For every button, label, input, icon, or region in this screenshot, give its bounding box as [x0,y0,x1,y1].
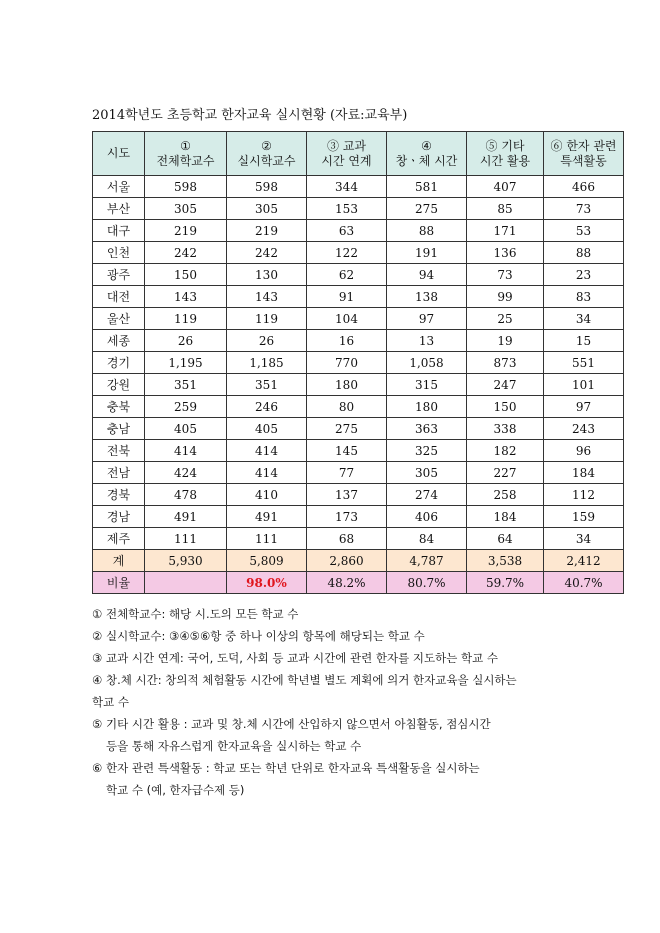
value-cell: 1,185 [227,352,307,374]
footnote-line: ② 실시학교수: ③④⑤⑥항 중 하나 이상의 항목에 해당되는 학교 수 [92,629,425,643]
value-cell: 59.7% [467,572,544,594]
value-cell: 315 [387,374,467,396]
value-cell: 138 [387,286,467,308]
table-row [93,242,624,264]
value-cell: 26 [227,330,307,352]
value-cell: 2,860 [307,550,387,572]
value-cell: 305 [145,198,227,220]
value-cell: 104 [307,308,387,330]
value-cell: 137 [307,484,387,506]
region-cell: 서울 [93,176,145,198]
value-cell: 182 [467,440,544,462]
footnote-line: ⑤ 기타 시간 활용 : 교과 및 창.체 시간에 산입하지 않으면서 아침활동, 점심시간 [92,717,491,731]
value-cell: 191 [387,242,467,264]
table-row [93,220,624,242]
value-cell: 338 [467,418,544,440]
value-cell: 68 [307,528,387,550]
value-cell: 478 [145,484,227,506]
value-cell: 2,412 [544,550,624,572]
value-cell: 64 [467,528,544,550]
value-cell: 242 [227,242,307,264]
value-cell: 15 [544,330,624,352]
footnote-line: 학교 수 (예, 한자급수제 등) [106,783,245,797]
table-row [93,176,624,198]
footnote-line: ③ 교과 시간 연계: 국어, 도덕, 사회 등 교과 시간에 관련 한자를 지도하는 학교 수 [92,651,498,665]
value-cell: 242 [145,242,227,264]
region-cell: 대구 [93,220,145,242]
header-row [93,132,624,176]
value-cell: 77 [307,462,387,484]
value-cell: 25 [467,308,544,330]
value-cell: 101 [544,374,624,396]
value-cell: 275 [387,198,467,220]
value-cell: 130 [227,264,307,286]
value-cell: 246 [227,396,307,418]
region-cell: 인천 [93,242,145,264]
footnote-line: ⑥ 한자 관련 특색활동 : 학교 또는 학년 단위로 한자교육 특색활동을 실시하는 [92,761,480,775]
value-cell: 136 [467,242,544,264]
header-subject-link: ③ 교과 시간 연계 [307,132,387,176]
value-cell: 48.2% [307,572,387,594]
value-cell: 153 [307,198,387,220]
table-row [93,484,624,506]
value-cell: 3,538 [467,550,544,572]
value-cell: 40.7% [544,572,624,594]
value-cell: 405 [145,418,227,440]
footnote-line: 학교 수 [92,695,129,709]
row-label-cell: 비율 [93,572,145,594]
region-cell: 제주 [93,528,145,550]
value-cell: 5,809 [227,550,307,572]
value-cell: 410 [227,484,307,506]
value-cell [145,572,227,594]
header-special-activity: ⑥ 한자 관련 특색활동 [544,132,624,176]
value-cell: 414 [227,462,307,484]
header-other-time: ⑤ 기타 시간 활용 [467,132,544,176]
value-cell: 227 [467,462,544,484]
value-cell: 171 [467,220,544,242]
value-cell: 88 [544,242,624,264]
value-cell: 88 [387,220,467,242]
value-cell: 424 [145,462,227,484]
value-cell: 111 [145,528,227,550]
value-cell: 143 [227,286,307,308]
value-cell: 119 [227,308,307,330]
table-row [93,418,624,440]
value-cell: 91 [307,286,387,308]
value-cell: 219 [227,220,307,242]
footnote [92,625,632,647]
table-row [93,352,624,374]
value-cell: 122 [307,242,387,264]
value-cell: 180 [307,374,387,396]
table-title: 2014학년도 초등학교 한자교육 실시현황 (자료:교육부) [92,108,408,123]
region-cell: 강원 [93,374,145,396]
footnote [92,603,632,625]
region-cell: 경남 [93,506,145,528]
footnote [92,647,632,669]
value-cell: 143 [145,286,227,308]
value-cell: 96 [544,440,624,462]
value-cell: 351 [227,374,307,396]
value-cell: 598 [227,176,307,198]
value-cell: 414 [227,440,307,462]
value-cell: 97 [387,308,467,330]
value-cell: 258 [467,484,544,506]
table-row [93,528,624,550]
footnote-line: ④ 창.체 시간: 창의적 체험활동 시간에 학년별 별도 계획에 의거 한자교육을 실시하는 [92,673,517,687]
footnote [92,757,632,801]
value-cell: 274 [387,484,467,506]
region-cell: 전남 [93,462,145,484]
value-cell: 173 [307,506,387,528]
value-cell: 180 [387,396,467,418]
value-cell: 344 [307,176,387,198]
value-cell: 34 [544,528,624,550]
header-region: 시도 [93,132,145,176]
table-row [93,308,624,330]
value-cell: 243 [544,418,624,440]
value-cell: 62 [307,264,387,286]
value-cell: 551 [544,352,624,374]
value-cell: 325 [387,440,467,462]
table-row [93,264,624,286]
value-cell: 305 [387,462,467,484]
ratio-row [93,572,624,594]
region-cell: 광주 [93,264,145,286]
footnote-line: ① 전체학교수: 해당 시.도의 모든 학교 수 [92,607,299,621]
value-cell: 598 [145,176,227,198]
value-cell: 414 [145,440,227,462]
region-cell: 울산 [93,308,145,330]
value-cell: 85 [467,198,544,220]
value-cell: 491 [227,506,307,528]
value-cell: 275 [307,418,387,440]
value-cell: 150 [145,264,227,286]
value-cell: 97 [544,396,624,418]
value-cell: 1,195 [145,352,227,374]
value-cell: 99 [467,286,544,308]
table-row [93,462,624,484]
value-cell: 405 [227,418,307,440]
school-stats-table [92,131,624,594]
region-cell: 부산 [93,198,145,220]
value-cell: 351 [145,374,227,396]
value-cell: 19 [467,330,544,352]
value-cell: 770 [307,352,387,374]
value-cell: 145 [307,440,387,462]
value-cell: 94 [387,264,467,286]
table-row [93,286,624,308]
value-cell: 63 [307,220,387,242]
table-row [93,374,624,396]
value-cell: 23 [544,264,624,286]
sum-row [93,550,624,572]
value-cell: 407 [467,176,544,198]
value-cell: 5,930 [145,550,227,572]
value-cell: 83 [544,286,624,308]
table-row [93,198,624,220]
value-cell: 363 [387,418,467,440]
value-cell: 111 [227,528,307,550]
header-total-schools: ① 전체학교수 [145,132,227,176]
table-row [93,506,624,528]
value-cell: 73 [544,198,624,220]
value-cell: 119 [145,308,227,330]
value-cell: 98.0% [227,572,307,594]
value-cell: 34 [544,308,624,330]
table-row [93,330,624,352]
value-cell: 184 [467,506,544,528]
region-cell: 충남 [93,418,145,440]
value-cell: 219 [145,220,227,242]
value-cell: 184 [544,462,624,484]
region-cell: 세종 [93,330,145,352]
value-cell: 466 [544,176,624,198]
value-cell: 80.7% [387,572,467,594]
value-cell: 26 [145,330,227,352]
value-cell: 259 [145,396,227,418]
header-creative-activity: ④ 창ㆍ체 시간 [387,132,467,176]
table-row [93,396,624,418]
region-cell: 경기 [93,352,145,374]
value-cell: 13 [387,330,467,352]
value-cell: 150 [467,396,544,418]
footnote [92,713,632,757]
header-implementing-schools: ② 실시학교수 [227,132,307,176]
value-cell: 1,058 [387,352,467,374]
region-cell: 대전 [93,286,145,308]
value-cell: 16 [307,330,387,352]
value-cell: 159 [544,506,624,528]
value-cell: 73 [467,264,544,286]
value-cell: 581 [387,176,467,198]
value-cell: 305 [227,198,307,220]
value-cell: 53 [544,220,624,242]
value-cell: 873 [467,352,544,374]
footnotes [92,603,632,801]
value-cell: 80 [307,396,387,418]
value-cell: 84 [387,528,467,550]
region-cell: 충북 [93,396,145,418]
region-cell: 경북 [93,484,145,506]
region-cell: 전북 [93,440,145,462]
value-cell: 4,787 [387,550,467,572]
value-cell: 112 [544,484,624,506]
row-label-cell: 계 [93,550,145,572]
footnote [92,669,632,713]
footnote-line: 등을 통해 자유스럽게 한자교육을 실시하는 학교 수 [106,739,362,753]
value-cell: 247 [467,374,544,396]
table-row [93,440,624,462]
value-cell: 491 [145,506,227,528]
value-cell: 406 [387,506,467,528]
